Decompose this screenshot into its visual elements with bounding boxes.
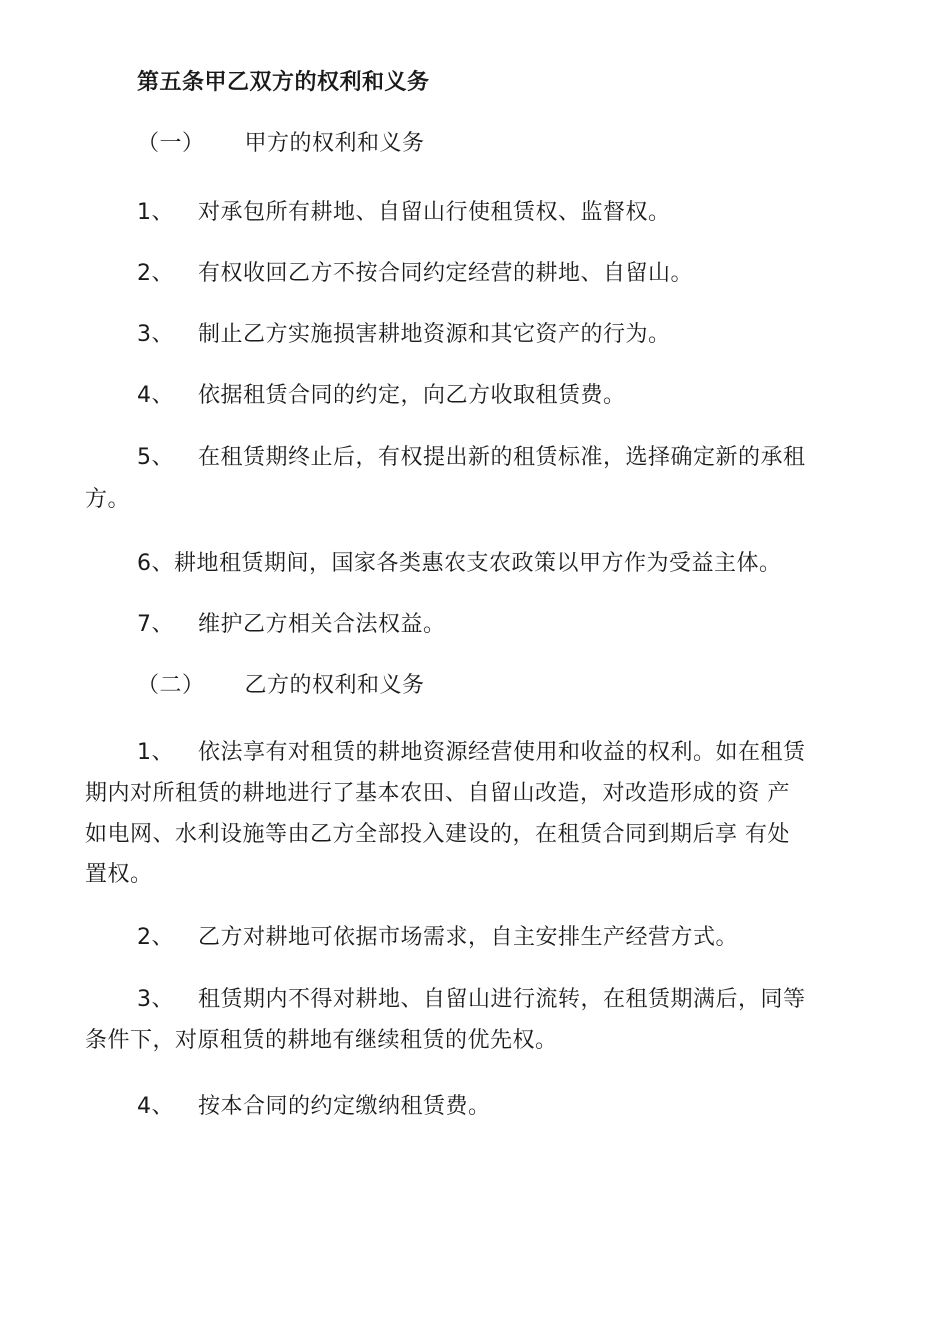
item-text: 对承包所有耕地、自留山行使租赁权、监督权。	[198, 200, 671, 225]
item-number: 6、	[137, 551, 174, 576]
item-number: 1、	[137, 200, 174, 225]
item-text: 依据租赁合同的约定，向乙方收取租赁费。	[198, 383, 626, 408]
item-text: 在租赁期终止后，有权提出新的租赁标准，选择确定新的承租	[198, 445, 806, 470]
item-text: 耕地租赁期间，国家各类惠农支农政策以甲方作为受益主体。	[174, 551, 782, 576]
item-text: 租赁期内不得对耕地、自留山进行流转，在租赁期满后，同等	[198, 987, 806, 1012]
item-number: 1、	[137, 740, 174, 765]
list-item	[137, 320, 671, 350]
list-item-continuation: 如电网、水利设施等由乙方全部投入建设的，在租赁合同到期后享 有处	[85, 822, 790, 847]
list-item	[137, 1092, 491, 1122]
list-item	[137, 259, 693, 289]
section-a-marker: （一）	[137, 131, 205, 156]
list-item	[137, 381, 626, 411]
item-number: 3、	[137, 322, 174, 347]
item-text: 乙方对耕地可依据市场需求，自主安排生产经营方式。	[198, 925, 739, 950]
list-item	[137, 985, 806, 1015]
item-text: 依法享有对租赁的耕地资源经营使用和收益的权利。如在租赁	[198, 740, 806, 765]
item-number: 2、	[137, 925, 174, 950]
list-item-continuation: 期内对所租赁的耕地进行了基本农田、自留山改造，对改造形成的资 产	[85, 781, 790, 806]
section-b-heading	[137, 671, 425, 701]
list-item	[137, 923, 738, 953]
list-item	[137, 610, 446, 640]
list-item-continuation: 方。	[85, 487, 131, 512]
item-number: 2、	[137, 261, 174, 286]
item-text: 维护乙方相关合法权益。	[198, 612, 446, 637]
item-number: 5、	[137, 445, 174, 470]
item-number: 4、	[137, 383, 174, 408]
list-item	[137, 549, 782, 579]
item-number: 3、	[137, 987, 174, 1012]
list-item	[137, 443, 806, 473]
item-number: 7、	[137, 612, 174, 637]
section-a-heading	[137, 129, 425, 159]
list-item	[137, 738, 806, 768]
list-item-continuation: 置权。	[85, 862, 153, 887]
section-a-title: 甲方的权利和义务	[244, 131, 425, 156]
item-text: 有权收回乙方不按合同约定经营的耕地、自留山。	[198, 261, 694, 286]
section-b-title: 乙方的权利和义务	[244, 673, 425, 698]
article-title: 第五条甲乙双方的权利和义务	[137, 70, 430, 95]
section-b-marker: （二）	[137, 673, 205, 698]
item-text: 制止乙方实施损害耕地资源和其它资产的行为。	[198, 322, 671, 347]
item-text: 按本合同的约定缴纳租赁费。	[198, 1094, 491, 1119]
list-item-continuation: 条件下，对原租赁的耕地有继续租赁的优先权。	[85, 1028, 558, 1053]
list-item	[137, 198, 671, 228]
item-number: 4、	[137, 1094, 174, 1119]
